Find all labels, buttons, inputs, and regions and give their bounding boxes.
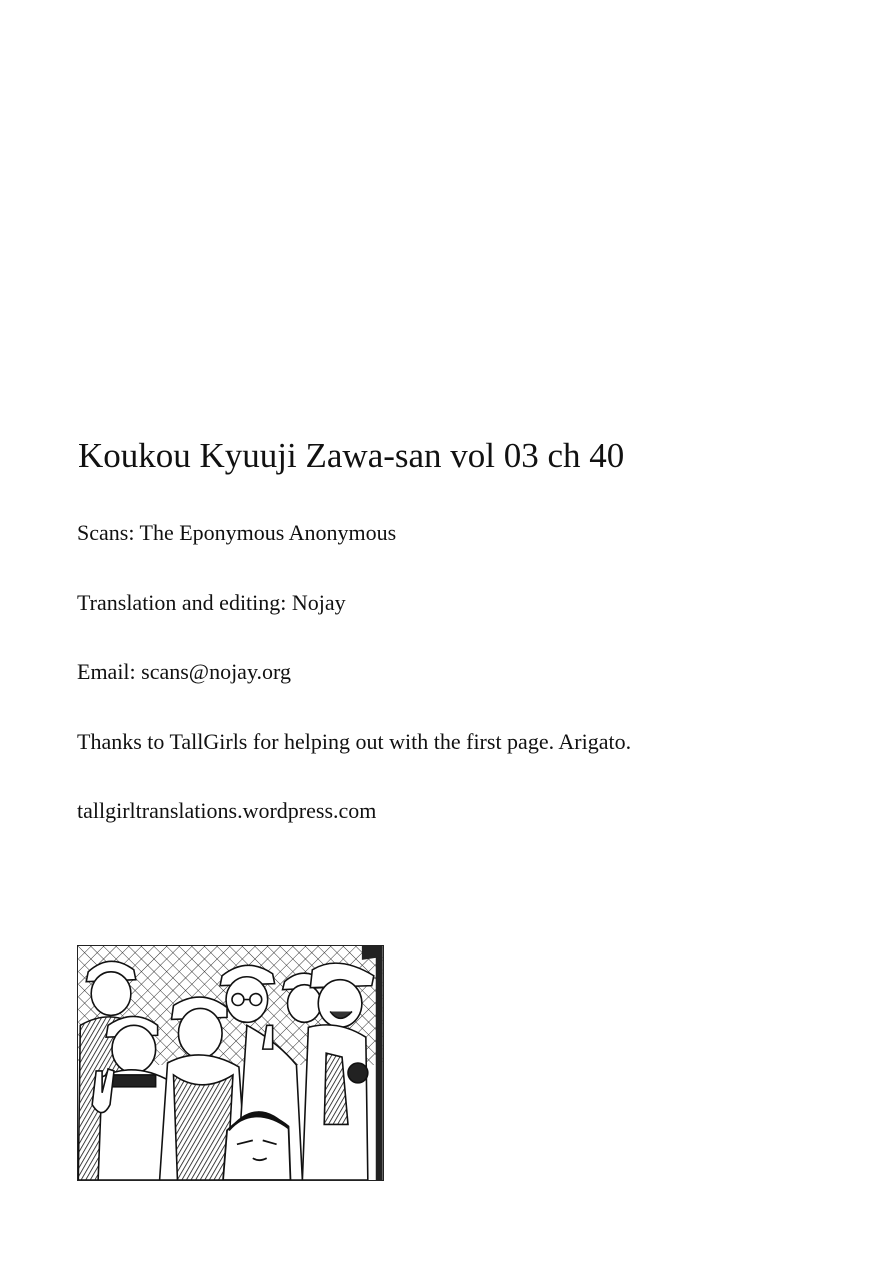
manga-baseball-team-illustration (77, 945, 384, 1181)
website-link[interactable]: tallgirltranslations.wordpress.com (77, 798, 377, 823)
page-title: Koukou Kyuuji Zawa-san vol 03 ch 40 (78, 436, 625, 475)
translation-credit: Translation and editing: Nojay (77, 590, 346, 615)
manga-illustration-art (78, 946, 383, 1180)
thanks-note: Thanks to TallGirls for helping out with the first page. Arigato. (77, 729, 632, 754)
email-credit: Email: scans@nojay.org (77, 659, 291, 684)
scans-credit: Scans: The Eponymous Anonymous (77, 520, 397, 545)
